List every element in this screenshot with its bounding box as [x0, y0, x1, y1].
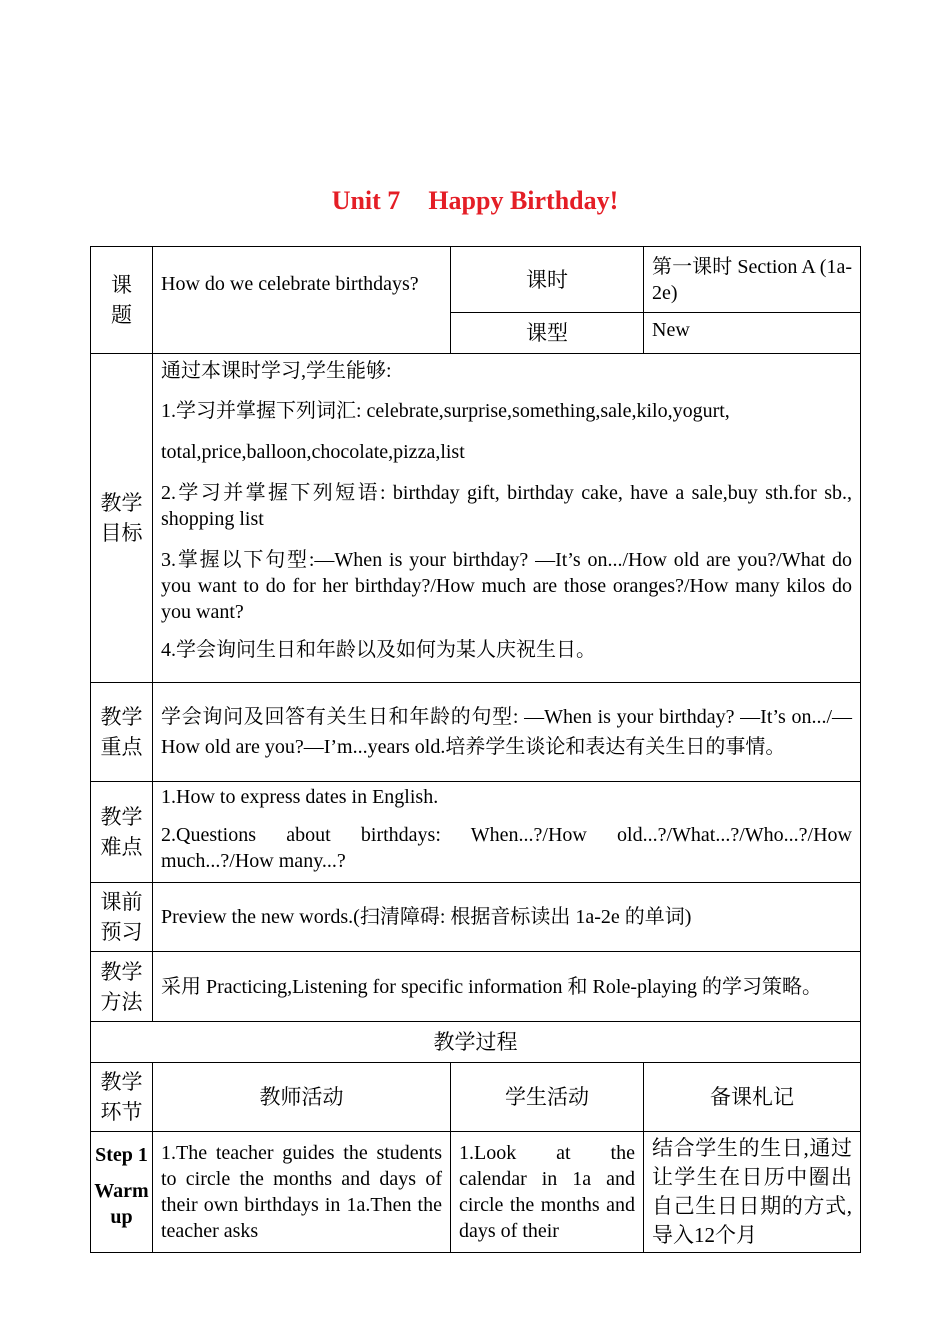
- step1-label: [91, 1132, 153, 1253]
- step1-stage: Warm up: [94, 1180, 149, 1228]
- step1-teacher: 1.The teacher guides the students to circle the months and days of their own birthdays in 1a.Then the teacher asks: [153, 1132, 451, 1253]
- key-points-label: 教学 重点: [91, 683, 153, 782]
- objectives-label: 教学 目标: [91, 354, 153, 683]
- objective-1: 1.学习并掌握下列词汇: celebrate,surprise,something,sale,kilo,yogurt,: [161, 400, 730, 422]
- lesson-label: 课 题: [91, 247, 153, 354]
- objective-3: 3.掌握以下句型:—When is your birthday? —It’s on.../How old are you?/What do you want to do for her birthday?/How much are those oranges?/How many kilos do you want?: [161, 549, 852, 623]
- page-title: [0, 186, 950, 216]
- unit-label: Unit 7: [331, 186, 401, 215]
- col-student-header: 学生活动: [451, 1063, 644, 1132]
- objectives-content: [153, 354, 861, 683]
- difficulties-content: [153, 782, 861, 883]
- objective-2: 2.学习并掌握下列短语: birthday gift, birthday cake, have a sale,buy sth.for sb., shopping list: [161, 482, 852, 530]
- period-label: 课时: [451, 247, 644, 313]
- type-value: New: [644, 313, 861, 354]
- method-label: 教学 方法: [91, 952, 153, 1022]
- period-value: 第一课时 Section A (1a-2e): [644, 247, 861, 313]
- objective-1-cont: total,price,balloon,chocolate,pizza,list: [161, 441, 465, 463]
- step1-student: 1.Look at the calendar in 1a and circle the months and days of their: [451, 1132, 644, 1253]
- unit-topic: Happy Birthday!: [428, 186, 619, 215]
- preview-text: Preview the new words.(扫清障碍: 根据音标读出 1a-2e 的单词): [153, 883, 861, 952]
- col-teacher-header: 教师活动: [153, 1063, 451, 1132]
- key-points-text: 学会询问及回答有关生日和年龄的句型: —When is your birthday? —It’s on.../—How old are you?—I’m...years old.培养学生谈论和表达有关生日的事情。: [153, 683, 861, 782]
- lesson-plan-table: [90, 246, 861, 1253]
- objective-4: 4.学会询问生日和年龄以及如何为某人庆祝生日。: [161, 639, 596, 661]
- step1-notes: 结合学生的生日,通过让学生在日历中圈出自己生日日期的方式,导入12个月: [644, 1132, 861, 1253]
- objectives-intro: 通过本课时学习,学生能够:: [161, 360, 392, 382]
- col-step-header: 教学 环节: [91, 1063, 153, 1132]
- lesson-value: How do we celebrate birthdays?: [153, 247, 451, 354]
- type-label: 课型: [451, 313, 644, 354]
- preview-label: 课前 预习: [91, 883, 153, 952]
- method-text: 采用 Practicing,Listening for specific information 和 Role-playing 的学习策略。: [153, 952, 861, 1022]
- difficulty-2: 2.Questions about birthdays: When...?/How old...?/What...?/Who...?/How much...?/How many...?: [161, 824, 852, 872]
- difficulty-1: 1.How to express dates in English.: [161, 786, 439, 808]
- step1-name: Step 1: [95, 1144, 148, 1166]
- process-title: 教学过程: [91, 1022, 861, 1063]
- difficulties-label: 教学 难点: [91, 782, 153, 883]
- col-notes-header: 备课札记: [644, 1063, 861, 1132]
